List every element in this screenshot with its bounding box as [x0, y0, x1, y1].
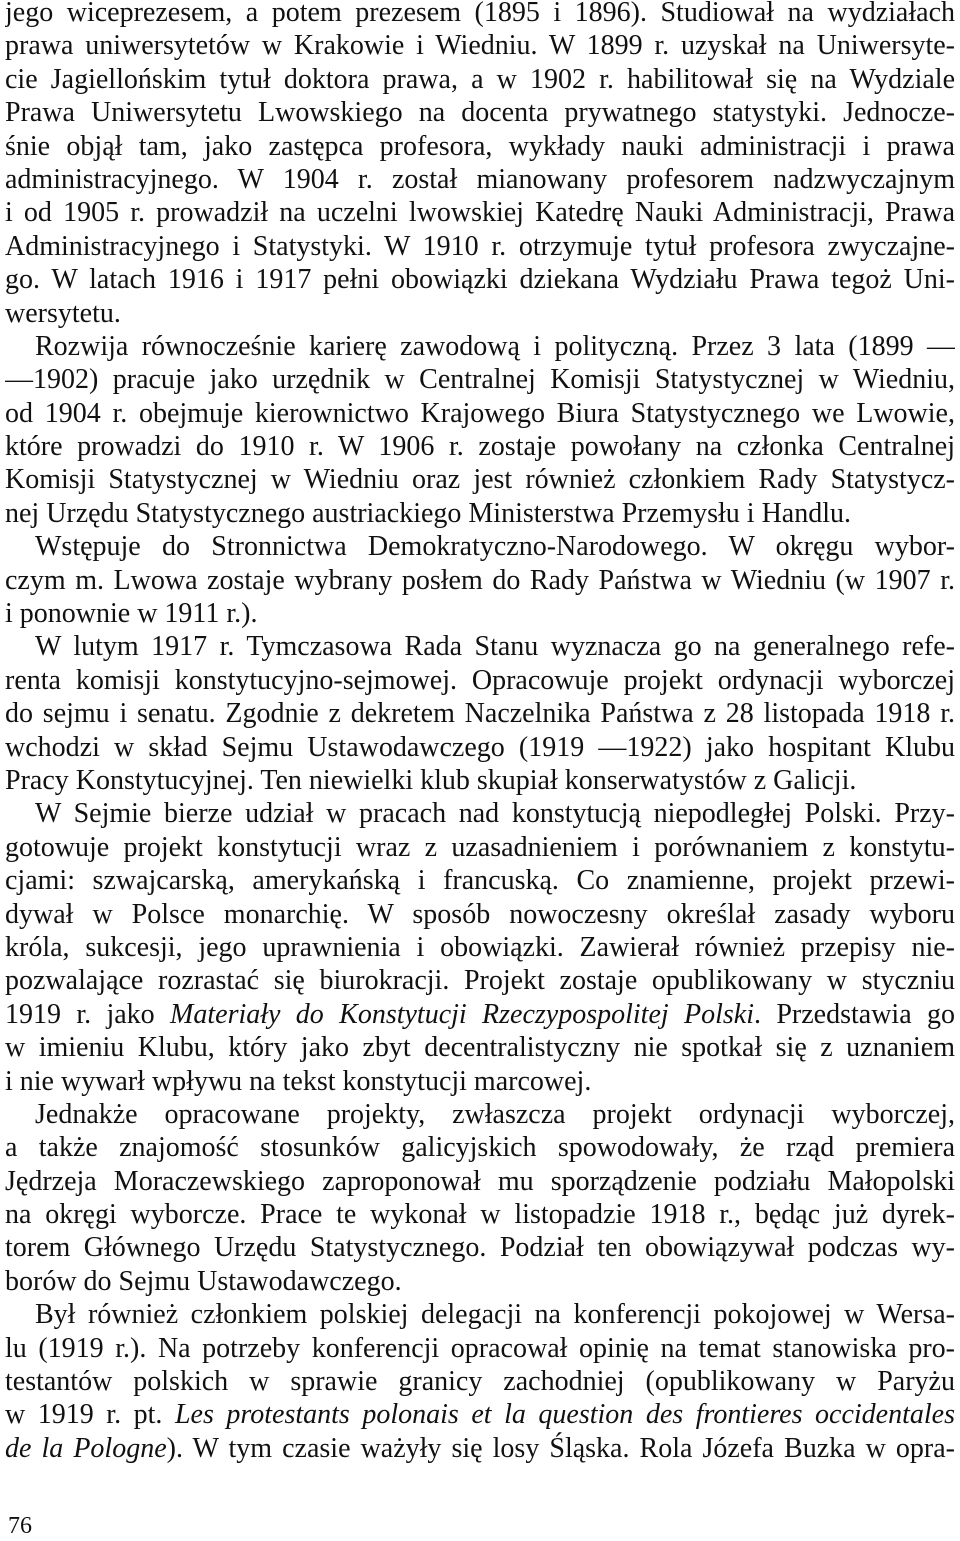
page-number: 76	[8, 1513, 32, 1539]
italic-title: de la Pologne	[5, 1432, 167, 1464]
text-line: lu (1919 r.). Na potrzeby konferencji opracował opinię na temat stanowiska pro-	[5, 1332, 955, 1364]
text-line: które prowadzi do 1910 r. W 1906 r. zostaje powołany na członka Centralnej	[5, 431, 955, 463]
text-line: wersytetu.	[5, 297, 121, 329]
text-line: torem Głównego Urzędu Statystycznego. Podział ten obowiązywał podczas wy-	[5, 1232, 955, 1264]
text-line: cjami: szwajcarską, amerykańską i francuską. Co znamienne, projekt przewi-	[5, 865, 955, 897]
text-line: w imieniu Klubu, który jako zbyt decentralistyczny nie spotkał się z uznaniem	[5, 1032, 955, 1064]
text-line	[5, 998, 955, 1031]
text-line: go. W latach 1916 i 1917 pełni obowiązki dziekana Wydziału Prawa tegoż Uni-	[5, 264, 955, 296]
text-line: do sejmu i senatu. Zgodnie z dekretem Naczelnika Państwa z 28 listopada 1918 r.	[5, 698, 955, 730]
text-line: nej Urzędu Statystycznego austriackiego Ministerstwa Przemysłu i Handlu.	[5, 497, 852, 529]
text-line: Był również członkiem polskiej delegacji na konferencji pokojowej w Wersa-	[35, 1299, 955, 1331]
text-line: W lutym 1917 r. Tymczasowa Rada Stanu wyznacza go na generalnego refe-	[35, 631, 955, 663]
text-line: gotowuje projekt konstytucji wraz z uzasadnieniem i porównaniem z konstytu-	[5, 831, 955, 863]
text-line: W Sejmie bierze udział w pracach nad konstytucją niepodległej Polski. Przy-	[35, 798, 955, 830]
text-line: Prawa Uniwersytetu Lwowskiego na docenta prywatnego statystyki. Jednocze-	[5, 97, 955, 129]
paragraph	[5, 330, 955, 530]
text-line: testantów polskich w sprawie granicy zachodniej (opublikowany w Paryżu	[5, 1366, 955, 1398]
text-line: cie Jagiellońskim tytuł doktora prawa, a w 1902 r. habilitował się na Wydziale	[5, 63, 955, 95]
text-line: i od 1905 r. prowadził na uczelni lwowskiej Katedrę Nauki Administracji, Prawa	[5, 197, 955, 229]
text-line: jego wiceprezesem, a potem prezesem (1895 i 1896). Studiował na wydziałach	[5, 0, 955, 28]
paragraph	[5, 530, 955, 630]
italic-title: Materiały do Konstytucji Rzeczypospolitej Polski	[170, 998, 754, 1030]
text-line: —1902) pracuje jako urzędnik w Centralnej Komisji Statystycznej w Wiedniu,	[5, 364, 955, 396]
text-line: Jednakże opracowane projekty, zwłaszcza projekt ordynacji wyborczej,	[35, 1098, 955, 1130]
paragraph	[5, 630, 955, 797]
text-line: wchodzi w skład Sejmu Ustawodawczego (1919 —1922) jako hospitant Klubu	[5, 731, 955, 763]
text-line	[5, 1398, 955, 1431]
text-segment: 1919 r. jako	[5, 998, 171, 1030]
text-line: dywał w Polsce monarchię. W sposób nowoczesny określał zasady wyboru	[5, 898, 955, 930]
text-line: na okręgi wyborcze. Prace te wykonał w listopadzie 1918 r., będąc już dyrek-	[5, 1199, 955, 1231]
paragraph	[5, 0, 955, 330]
text-line	[5, 1432, 955, 1465]
text-segment: w 1919 r. pt.	[5, 1399, 175, 1431]
text-line: i nie wywarł wpływu na tekst konstytucji marcowej.	[5, 1065, 592, 1097]
text-line: Jędrzeja Moraczewskiego zaproponował mu sporządzenie podziału Małopolski	[5, 1165, 955, 1197]
text-line: czym m. Lwowa zostaje wybrany posłem do Rady Państwa w Wiedniu (w 1907 r.	[5, 564, 955, 596]
text-line: króla, sukcesji, jego uprawnienia i obowiązki. Zawierał również przepisy nie-	[5, 931, 955, 963]
text-line: i ponownie w 1911 r.).	[5, 598, 258, 630]
text-segment: ). W tym czasie ważyły się losy Śląska. Rola Józefa Buzka w opra-	[166, 1432, 955, 1464]
text-line: śnie objął tam, jako zastępca profesora, wykłady nauki administracji i prawa	[5, 130, 955, 162]
text-line: prawa uniwersytetów w Krakowie i Wiedniu. W 1899 r. uzyskał na Uniwersyte-	[5, 30, 955, 62]
text-line: Wstępuje do Stronnictwa Demokratyczno-Narodowego. W okręgu wybor-	[35, 531, 955, 563]
text-line: Rozwija równocześnie karierę zawodową i polityczną. Przez 3 lata (1899 —	[35, 330, 955, 362]
text-line: renta komisji konstytucyjno-sejmowej. Opracowuje projekt ordynacji wyborczej	[5, 664, 955, 696]
text-line: Pracy Konstytucyjnej. Ten niewielki klub skupiał konserwatystów z Galicji.	[5, 764, 857, 796]
text-line: od 1904 r. obejmuje kierownictwo Krajowego Biura Statystycznego we Lwowie,	[5, 397, 955, 429]
text-line: borów do Sejmu Ustawodawczego.	[5, 1265, 402, 1297]
text-segment: . Przedstawia go	[754, 998, 955, 1030]
text-line: pozwalające rozrastać się biurokracji. Projekt zostaje opublikowany w styczniu	[5, 965, 955, 997]
paragraph	[5, 1298, 955, 1465]
text-line: a także znajomość stosunków galicyjskich spowodowały, że rząd premiera	[5, 1132, 955, 1164]
text-line: administracyjnego. W 1904 r. został mianowany profesorem nadzwyczajnym	[5, 163, 955, 195]
italic-title: Les protestants polonais et la question des frontieres occidentales	[174, 1399, 955, 1431]
paragraph	[5, 1098, 955, 1298]
text-line: Administracyjnego i Statystyki. W 1910 r. otrzymuje tytuł profesora zwyczajne-	[5, 230, 955, 262]
page-body-text	[5, 0, 955, 1465]
text-line: Komisji Statystycznej w Wiedniu oraz jest również członkiem Rady Statystycz-	[5, 464, 955, 496]
paragraph	[5, 797, 955, 1098]
